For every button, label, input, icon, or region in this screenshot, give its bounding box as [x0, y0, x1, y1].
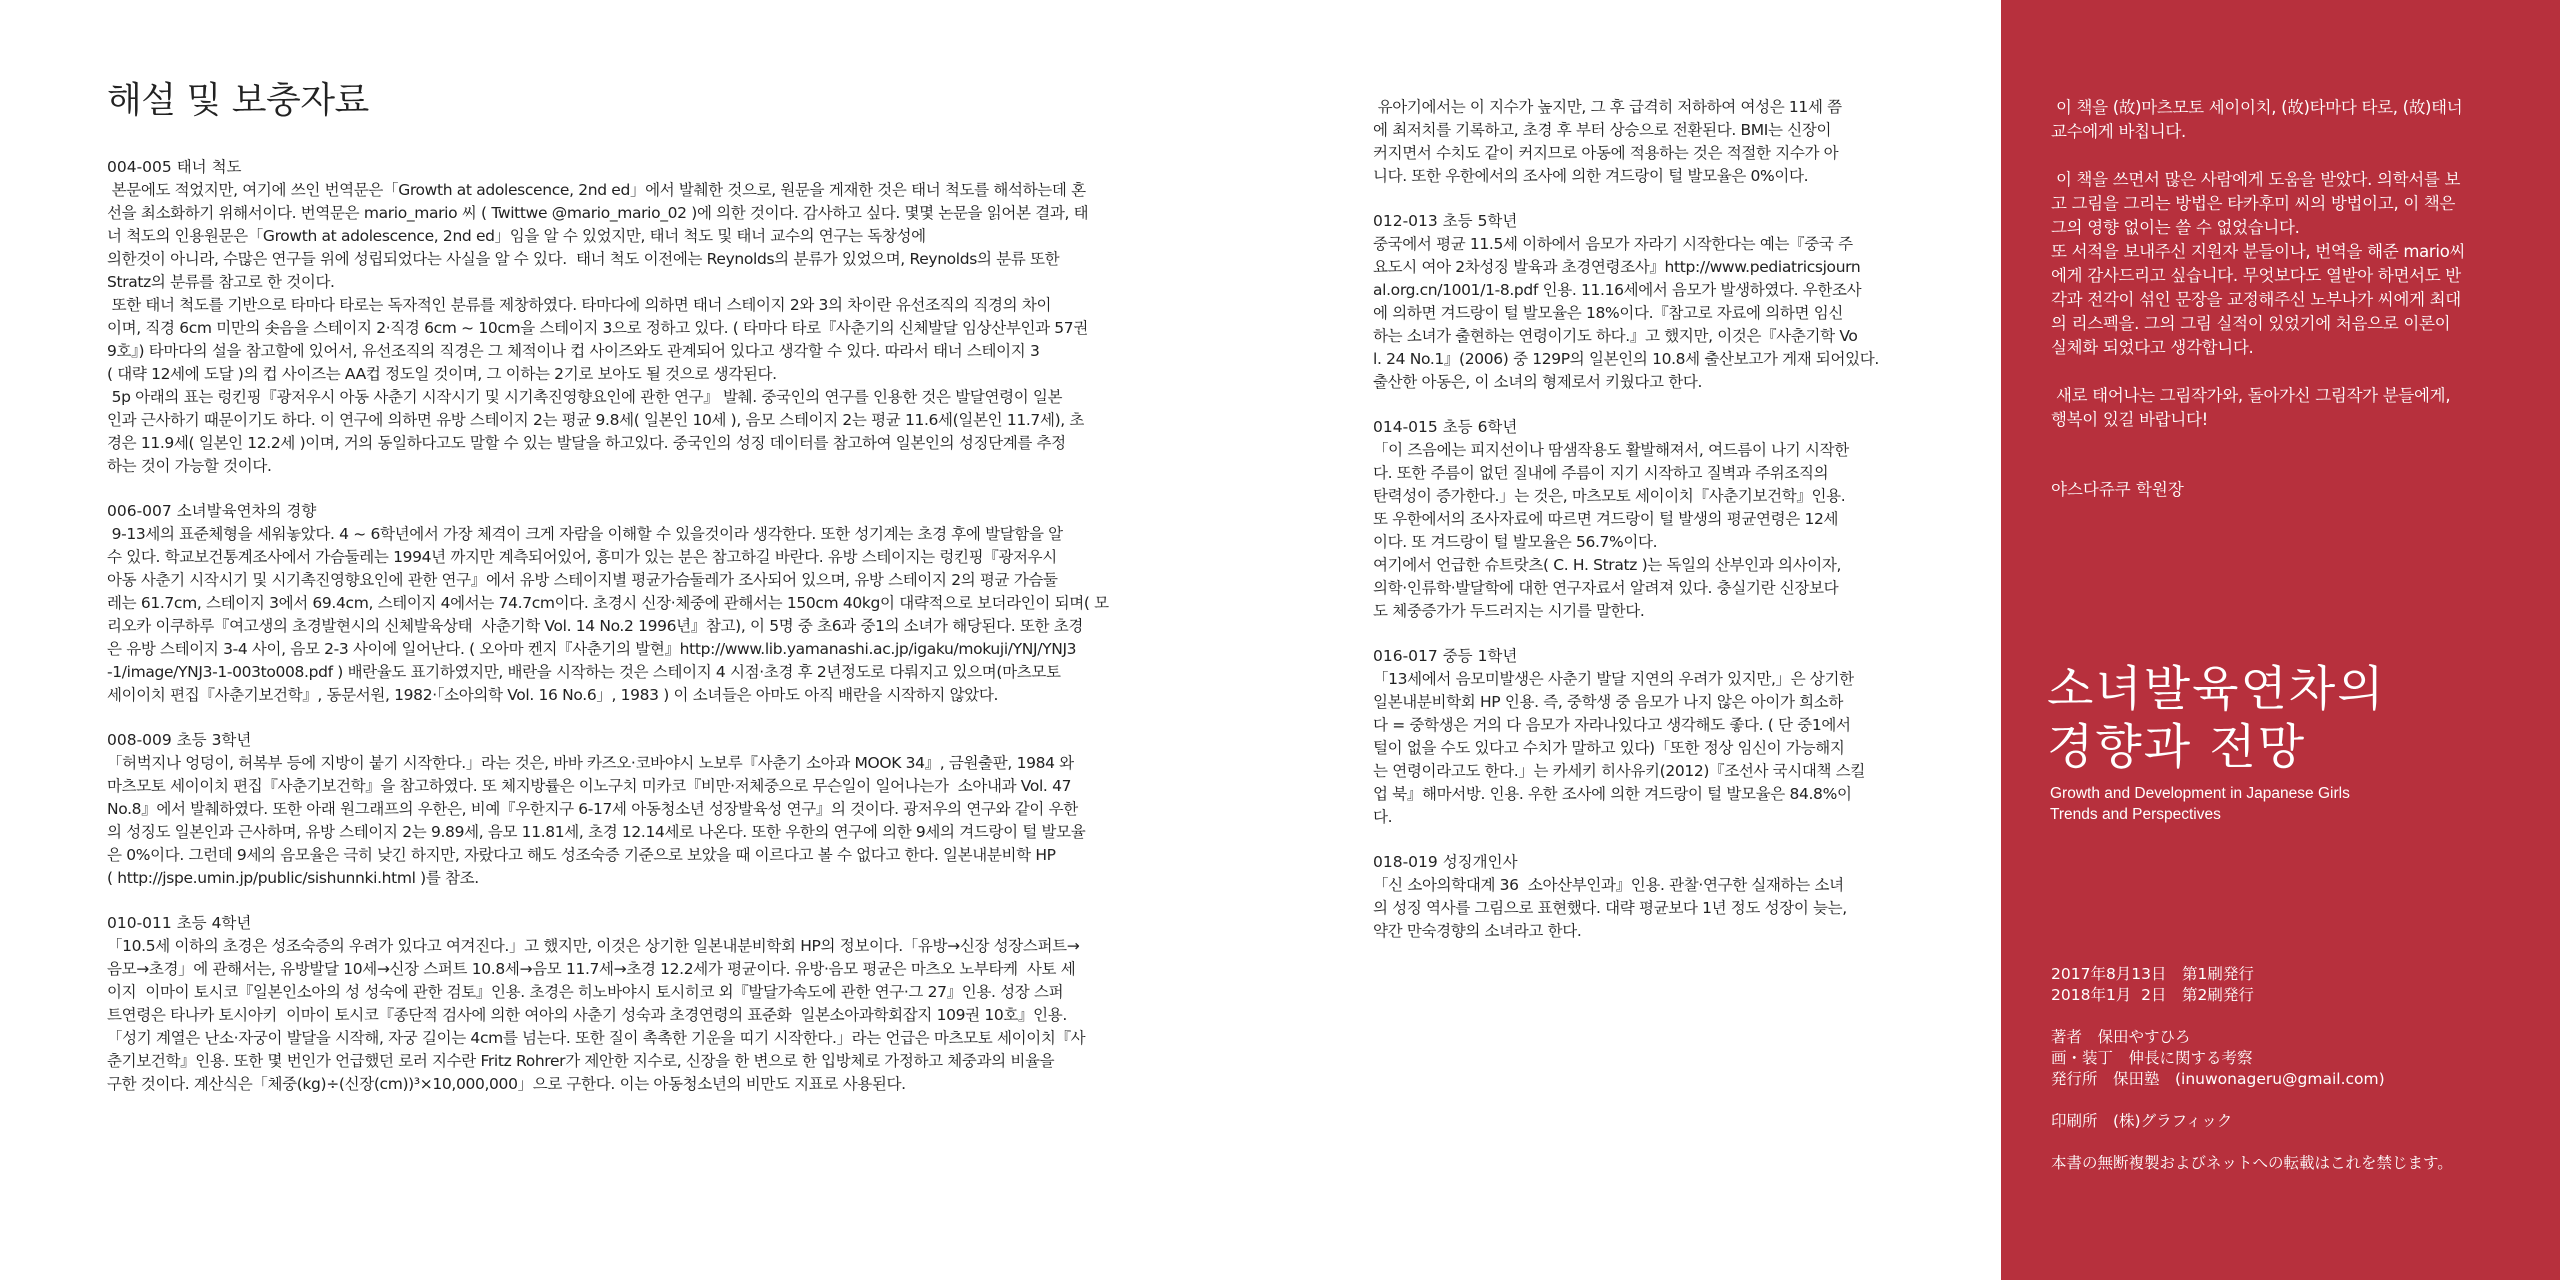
section-heading: 006-007 소녀발육연차의 경향 [107, 502, 317, 520]
section-body: 「13세에서 음모미발생은 사춘기 발달 지연의 우려가 있지만,」은 상기한 일본내분비학회 HP 인용. 즉, 중학생 중 음모가 나지 않은 아이가 희소하 다 = 중학생은 거의 다 음모가 자라나있다고 생각해도 좋다. ( 단 중1에서 털이 없을 수도 있다고 수치가 말하고 있다)「또한 정상 임신이 가능해지 는 연령이라고도 한다.」는 카세키 히사유키(2012)『조선사 국시대책 스킬 업 북』해마서방. 인용. 우한 조사에 의한 겨드랑이 털 발모율은 84.8%이 다. [1373, 670, 1865, 826]
section-tanner-scale [107, 156, 1192, 478]
section-grade-5 [1373, 210, 1925, 394]
section-body: 「신 소아의학대계 36 소아산부인과』인용. 관찰·연구한 실재하는 소녀 의 성징 역사를 그림으로 표현했다. 대략 평균보다 1년 정도 성장이 늦는, 약간 만숙경향의 소녀라고 한다. [1373, 876, 1847, 940]
edition-second: 2018年1月 2日 第2刷発行 [2051, 986, 2254, 1004]
signature: 야스다쥬쿠 학원장 [2051, 480, 2184, 499]
middle-column [1373, 96, 1925, 965]
section-middle-1 [1373, 645, 1925, 829]
printer-credit: 印刷所 (株)グラフィック [2051, 1112, 2233, 1130]
page-title: 해설 및 보충자료 [107, 80, 369, 121]
section-heading: 008-009 초등 3학년 [107, 731, 252, 749]
section-growth-trend [107, 500, 1192, 707]
book-subtitle: Growth and Development in Japanese Girls Trends and Perspectives [2050, 785, 2350, 823]
left-column [107, 156, 1192, 1118]
section-heading: 018-019 성징개인사 [1373, 853, 1518, 871]
section-heading: 014-015 초등 6학년 [1373, 418, 1518, 436]
edition-first: 2017年8月13日 第1刷発行 [2051, 965, 2254, 983]
author-credit: 著者 保田やすひろ [2051, 1028, 2191, 1046]
section-body: 본문에도 적었지만, 여기에 쓰인 번역문은「Growth at adolescence, 2nd ed」에서 발췌한 것으로, 원문을 게재한 것은 태너 척도를 해석하는데 혼 선을 최소화하기 위해서이다. 번역문은 mario_mario 씨 ( Twittwe @mario_mario_02 )에 의한 것이다. 감사하고 싶다. 몇몇 논문을 읽어본 결과, 태 너 척도의 인용원문은「Growth at adolescence, 2nd ed」임을 알 수 있었지만, 태너 척도 및 태너 교수의 연구는 독창성에 의한것이 아니라, 수많은 연구들 위에 성립되었다는 사실을 알 수 있다. 태너 척도 이전에는 Reynolds의 분류가 있었으며, Reynolds의 분류 또한 Stratz의 분류를 참고로 한 것이다. 또한 태너 척도를 기반으로 타마다 타로는 독자적인 분류를 제창하였다. 타마다에 의하면 태너 스테이지 2와 3의 차이란 유선조직의 직경의 차이 이며, 직경 6cm 미만의 솟음을 스테이지 2·직경 6cm ~ 10cm을 스테이지 3으로 정하고 있다. ( 타마다 타로『사춘기의 신체발달 임상산부인과 57권 9호』) 타마다의 설을 참고할에 있어서, 유선조직의 직경은 그 체적이나 컵 사이즈와도 관계되어 있다고 생각할 수 있다. 따라서 태너 스테이지 3 ( 대략 12세에 도달 )의 컵 사이즈는 AA컵 정도일 것이며, 그 이하는 2기로 보아도 될 것으로 생각된다. 5p 아래의 표는 렁킨핑『광저우시 아동 사춘기 시작시기 및 시기촉진영향요인에 관한 연구』 발췌. 중국인의 연구를 인용한 것은 발달연령이 일본 인과 근사하기 때문이기도 하다. 이 연구에 의하면 유방 스테이지 2는 평균 9.8세( 일본인 10세 ), 음모 스테이지 2는 평균 11.6세(일본인 11.7세), 초 경은 11.9세( 일본인 12.2세 )이며, 거의 동일하다고도 말할 수 있는 발달을 하고있다. 중국인의 성징 데이터를 참고하여 일본인의 성징단계를 추정 하는 것이 가능할 것이다. [107, 181, 1089, 475]
publisher-credit: 発行所 保田塾 (inuwonageru@gmail.com) [2051, 1070, 2385, 1088]
book-title: 소녀발육연차의 경향과 전망 [2047, 661, 2386, 775]
section-body: 「10.5세 이하의 초경은 성조숙증의 우려가 있다고 여겨진다.」고 했지만, 이것은 상기한 일본내분비학회 HP의 정보이다.「유방→신장 성장스퍼트→ 음모→초경」에 관해서는, 유방발달 10세→신장 스퍼트 10.8세→음모 11.7세→초경 12.2세가 평균이다. 유방·음모 평균은 마츠오 노부타케 사토 세 이지 이마이 토시코『일본인소아의 성 성숙에 관한 검토』인용. 초경은 히노바야시 토시히코 외『발달가속도에 관한 연구·그 27』인용. 성장 스퍼 트연령은 타나카 토시아키 이마이 토시코『종단적 검사에 의한 여아의 사춘기 성숙과 초경연령의 표준화 일본소아과학회잡지 109권 10호』인용. 「성기 계열은 난소·자궁이 발달을 시작해, 자궁 길이는 4cm를 넘는다. 또한 질이 촉촉한 기운을 띠기 시작한다.」라는 언급은 마츠모토 세이이치『사 춘기보건학』인용. 또한 몇 번인가 언급했던 로러 지수란 Fritz Rohrer가 제안한 지수로, 신장을 한 변으로 한 입방체로 가정하고 체중과의 비율을 구한 것이다. 계산식은「체중(kg)÷(신장(cm))³×10,000,000」으로 구한다. 이는 아동청소년의 비만도 지표로 사용된다. [107, 937, 1086, 1093]
spacer [2051, 1090, 2521, 1111]
colophon [2051, 964, 2521, 1174]
section-body: 「이 즈음에는 피지선이나 땀샘작용도 활발해져서, 여드름이 나기 시작한 다. 또한 주름이 없던 질내에 주름이 지기 시작하고 질벽과 주위조직의 탄력성이 증가한다.」는 것은, 마츠모토 세이이치『사춘기보건학』인용. 또 우한에서의 조사자료에 따르면 겨드랑이 털 발생의 평균연령은 12세 이다. 또 겨드랑이 털 발모율은 56.7%이다. 여기에서 언급한 슈트랏츠( C. H. Stratz )는 독일의 산부인과 의사이자, 의학·인류학·발달학에 대한 연구자료서 알려져 있다. 충실기란 신장보다 도 체중증가가 두드러지는 시기를 말한다. [1373, 441, 1849, 620]
section-personal-history [1373, 851, 1925, 943]
section-body: 중국에서 평균 11.5세 이하에서 음모가 자라기 시작한다는 예는『중국 주 요도시 여아 2차성징 발육과 초경연령조사』http://www.pediatricsjourn al.org.cn/1001/1-8.pdf 인용. 11.16세에서 음모가 발생하였다. 우한조사 에 의하면 겨드랑이 털 발모율은 18%이다.『참고로 자료에 의하면 임신 하는 소녀가 출현하는 연령이기도 하다.』고 했지만, 이것은『사춘기학 Vo l. 24 No.1』(2006) 중 129P의 일본인의 10.8세 출산보고가 게재 되어있다. 출산한 아동은, 이 소녀의 형제로서 키웠다고 한다. [1373, 235, 1879, 391]
dedication-text: 이 책을 (故)마츠모토 세이이치, (故)타마다 타로, (故)태너 교수에게 바칩니다. 이 책을 쓰면서 많은 사람에게 도움을 받았다. 의학서를 보 고 그림을 그리는 방법은 타카후미 씨의 방법이고, 이 책은 그의 영향 없이는 쓸 수 없었습니다. 또 서적을 보내주신 지원자 분들이나, 번역을 해준 mario씨 에게 감사드리고 싶습니다. 무엇보다도 열받아 하면서도 반 각과 전각이 섞인 문장을 교정해주신 노부나가 씨에게 최대 의 리스펙을. 그의 그림 실적이 있었기에 처음으로 이론이 실체화 되었다고 생각합니다. 새로 태어나는 그림작가와, 돌아가신 그림작가 분들에게, 행복이 있길 바랍니다! [2051, 98, 2466, 429]
section-continuation [1373, 96, 1925, 188]
section-grade-6 [1373, 416, 1925, 623]
colophon-sidebar [2001, 0, 2560, 1280]
illustration-credit: 画・装丁 伸長に関する考察 [2051, 1049, 2253, 1067]
copyright-notice: 本書の無断複製およびネットへの転載はこれを禁じます。 [2051, 1154, 2453, 1172]
section-grade-3 [107, 729, 1192, 890]
spacer [2051, 1132, 2521, 1153]
section-heading: 004-005 태너 척도 [107, 158, 242, 176]
section-heading: 010-011 초등 4학년 [107, 914, 252, 932]
section-heading: 012-013 초등 5학년 [1373, 212, 1518, 230]
section-body: 9-13세의 표준체형을 세워놓았다. 4 ~ 6학년에서 가장 체격이 크게 자람을 이해할 수 있을것이라 생각한다. 또한 성기계는 초경 후에 발달함을 알 수 있다. 학교보건통계조사에서 가슴둘레는 1994년 까지만 계측되어있어, 흥미가 있는 분은 참고하길 바란다. 유방 스테이지는 렁킨핑『광저우시 아동 사춘기 시작시기 및 시기촉진영향요인에 관한 연구』에서 유방 스테이지별 평균가슴둘레가 조사되어 있으며, 유방 스테이지 2의 평균 가슴둘 레는 61.7cm, 스테이지 3에서 69.4cm, 스테이지 4에서는 74.7cm이다. 초경시 신장·체중에 관해서는 150cm 40kg이 대략적으로 보더라인이 되며( 모 리오카 이쿠하루『여고생의 초경발현시의 신체발육상태 사춘기학 Vol. 14 No.2 1996년』참고), 이 5명 중 초6과 중1의 소녀가 해당된다. 또한 초경 은 유방 스테이지 3-4 사이, 음모 2-3 사이에 일어난다. ( 오아마 켄지『사춘기의 발현』http://www.lib.yamanashi.ac.jp/igaku/mokuji/YNJ/YNJ3 -1/image/YNJ3-1-003to008.pdf ) 배란율도 표기하였지만, 배란을 시작하는 것은 스테이지 4 시점·초경 후 2년정도로 다뤄지고 있으며(마츠모토 세이이치 편집『사춘기보건학』, 동문서원, 1982·「소아의학 Vol. 16 No.6」, 1983 ) 이 소녀들은 아마도 아직 배란을 시작하지 않았다. [107, 525, 1109, 704]
section-grade-4 [107, 912, 1192, 1096]
section-heading: 016-017 중등 1학년 [1373, 647, 1518, 665]
section-body: 「허벅지나 엉덩이, 허복부 등에 지방이 붙기 시작한다.」라는 것은, 바바 카즈오·코바야시 노보루『사춘기 소아과 MOOK 34』, 금원출판, 1984 와 마츠모토 세이이치 편집『사춘기보건학』을 참고하였다. 또 체지방률은 이노구치 미카코『비만·저체중으로 무슨일이 일어나는가 소아내과 Vol. 47 No.8』에서 발췌하였다. 또한 아래 원그래프의 우한은, 비예『우한지구 6-17세 아동청소년 성장발육성 연구』의 것이다. 광저우의 연구와 같이 우한 의 성징도 일본인과 근사하며, 유방 스테이지 2는 9.89세, 음모 11.81세, 초경 12.14세로 나온다. 또한 우한의 연구에 의한 9세의 겨드랑이 털 발모율 은 0%이다. 그런데 9세의 음모율은 극히 낮긴 하지만, 자랐다고 해도 성조숙증 기준으로 보았을 때 이르다고 볼 수 없다고 한다. 일본내분비학 HP ( http://jspe.umin.jp/public/sishunnki.html )를 참조. [107, 754, 1086, 887]
section-body: 유아기에서는 이 지수가 높지만, 그 후 급격히 저하하여 여성은 11세 쯤 에 최저치를 기록하고, 초경 후 부터 상승으로 전환된다. BMI는 신장이 커지면서 수치도 같이 커지므로 아동에 적용하는 것은 적절한 지수가 아 니다. 또한 우한에서의 조사에 의한 겨드랑이 털 발모율은 0%이다. [1373, 98, 1842, 185]
spacer [2051, 1006, 2521, 1027]
